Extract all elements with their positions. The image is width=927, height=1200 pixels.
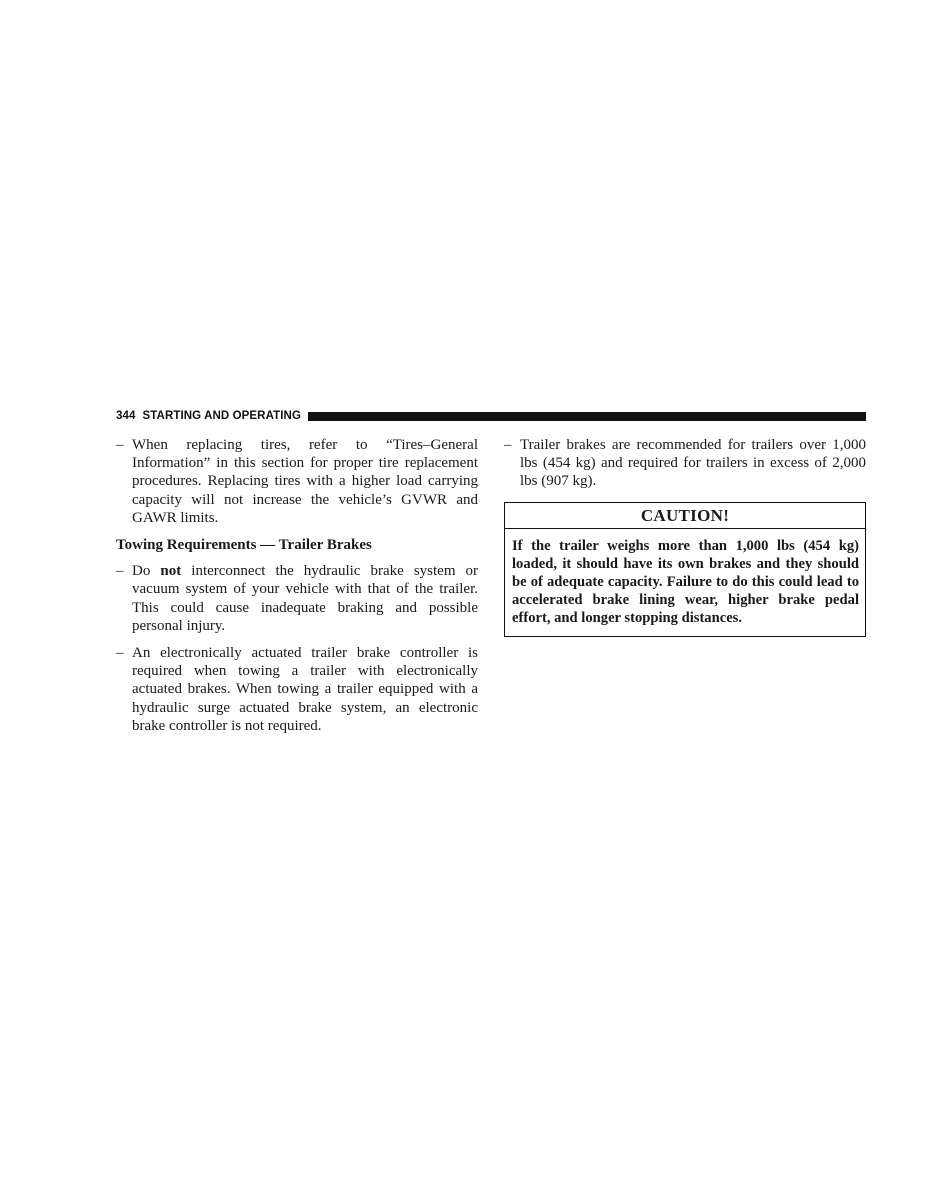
list-dash: –: [116, 437, 124, 453]
section-title: STARTING AND OPERATING: [142, 410, 302, 422]
caution-body: If the trailer weighs more than 1,000 lbs (454 kg) loaded, it should have its own brakes and they should be of adequate capacity. Failure to do this could lead to accelerated brake lining wear, higher brake pedal effort, and longer stopping distances.: [512, 537, 859, 627]
emphasis-word: not: [160, 563, 182, 580]
page-number: 344: [116, 410, 136, 422]
list-item: [504, 436, 866, 491]
header-rule: [308, 412, 866, 421]
list-item-text: When replacing tires, refer to “Tires–General Information” in this section for proper tire replacement procedures. Replacing tires with a higher load carrying capacity will not increase the vehicle’s GVWR and GAWR limits.: [132, 437, 478, 526]
list-item-text-before: Do: [132, 563, 151, 580]
list-dash: –: [504, 437, 512, 453]
left-column: [116, 436, 478, 744]
list-item: [116, 562, 478, 635]
list-item: [116, 436, 478, 527]
section-subheading: Towing Requirements — Trailer Brakes: [116, 537, 372, 554]
list-item: [116, 644, 478, 735]
list-item-text: An electronically actuated trailer brake controller is required when towing a trailer with electronically actuated brakes. When towing a trailer equipped with a hydraulic surge actuated brake system, an electronic brake controller is not required.: [132, 645, 478, 734]
right-column: [504, 436, 866, 637]
list-dash: –: [116, 645, 124, 662]
list-dash: –: [116, 563, 124, 580]
caution-title: CAUTION!: [505, 503, 865, 529]
list-item-text-after: interconnect the hydraulic brake system or vacuum system of your vehicle with that of the trailer. This could cause inadequate braking and possible personal injury.: [132, 563, 479, 634]
page-header: [116, 409, 866, 423]
list-item-text: Trailer brakes are recommended for trailers over 1,000 lbs (454 kg) and required for trailers in excess of 2,000 lbs (907 kg).: [520, 437, 866, 490]
caution-box: [504, 502, 866, 637]
